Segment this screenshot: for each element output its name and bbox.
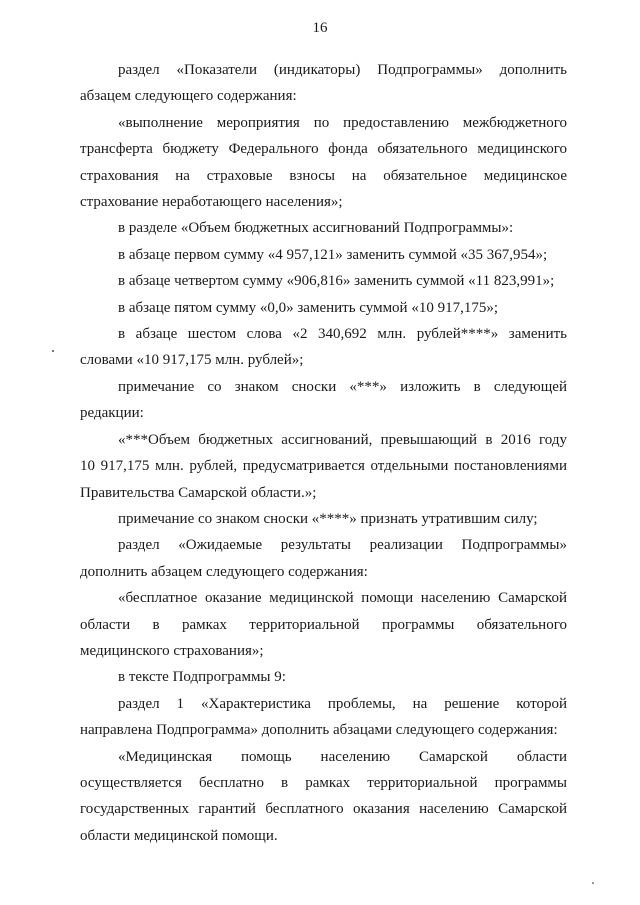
text-line: «выполнение мероприятия по предоставлению межбюджетного <box>118 114 567 131</box>
paragraph <box>80 374 567 427</box>
text-line: 10 917,175 млн. рублей, предусматривается отдельными постановлениями <box>80 458 567 475</box>
text-line: примечание со знаком сноски «****» признать утратившим силу; <box>118 510 538 527</box>
text-line: области в рамках территориальной программы обязательного <box>80 616 567 633</box>
paragraph <box>80 321 567 374</box>
paragraph <box>80 242 567 268</box>
text-line: государственных гарантий бесплатного оказания населению Самарской <box>80 801 567 818</box>
text-line: направлена Подпрограмма» дополнить абзацами следующего содержания: <box>80 722 558 739</box>
text-line: «Медицинская помощь населению Самарской области <box>118 748 567 765</box>
paragraph <box>80 215 567 241</box>
text-line: абзацем следующего содержания: <box>80 88 297 105</box>
text-line: раздел «Показатели (индикаторы) Подпрограммы» дополнить <box>118 62 567 78</box>
text-line: «бесплатное оказание медицинской помощи населению Самарской <box>118 590 567 607</box>
paragraph <box>80 585 567 664</box>
paragraph <box>80 532 567 585</box>
text-line: в тексте Подпрограммы 9: <box>118 669 286 686</box>
text-line: в абзаце пятом сумму «0,0» заменить суммой «10 917,175»; <box>118 299 499 316</box>
text-line: страхования на страховые взносы на обязательное медицинское <box>80 167 567 184</box>
scan-speck <box>592 882 594 884</box>
text-line: словами «10 917,175 млн. рублей»; <box>80 352 304 369</box>
paragraph <box>80 664 567 690</box>
text-line: трансферта бюджету Федерального фонда обязательного медицинского <box>80 141 567 158</box>
text-line: раздел «Ожидаемые результаты реализации Подпрограммы» <box>118 537 567 554</box>
paragraph <box>80 268 567 294</box>
text-line: осуществляется бесплатно в рамках территориальной программы <box>80 774 567 791</box>
text-line: в абзаце первом сумму «4 957,121» заменить суммой «35 367,954»; <box>118 246 548 263</box>
text-line: медицинского страхования»; <box>80 642 264 659</box>
text-line: Правительства Самарской области.»; <box>80 484 317 501</box>
paragraph <box>80 295 567 321</box>
text-line: раздел 1 «Характеристика проблемы, на решение которой <box>118 695 567 712</box>
text-line: в абзаце четвертом сумму «906,816» заменить суммой «11 823,991»; <box>118 273 555 290</box>
scan-speck <box>52 350 54 352</box>
paragraph <box>80 691 567 744</box>
text-line: в разделе «Объем бюджетных ассигнований Подпрограммы»: <box>118 220 514 237</box>
paragraph <box>80 57 567 110</box>
text-line: дополнить абзацем следующего содержания: <box>80 563 368 580</box>
text-line: страхование неработающего населения»; <box>80 194 343 211</box>
text-line: области медицинской помощи. <box>80 827 278 844</box>
page-number: 16 <box>312 20 328 36</box>
text-line: примечание со знаком сноски «***» изложить в следующей <box>118 378 567 395</box>
paragraph <box>80 110 567 216</box>
document-body <box>80 57 567 849</box>
paragraph <box>80 427 567 506</box>
paragraph <box>80 506 567 532</box>
text-line: редакции: <box>80 405 144 422</box>
text-line: «***Объем бюджетных ассигнований, превышающий в 2016 году <box>118 431 567 448</box>
text-line: в абзаце шестом слова «2 340,692 млн. рублей****» заменить <box>118 326 567 343</box>
paragraph <box>80 744 567 850</box>
